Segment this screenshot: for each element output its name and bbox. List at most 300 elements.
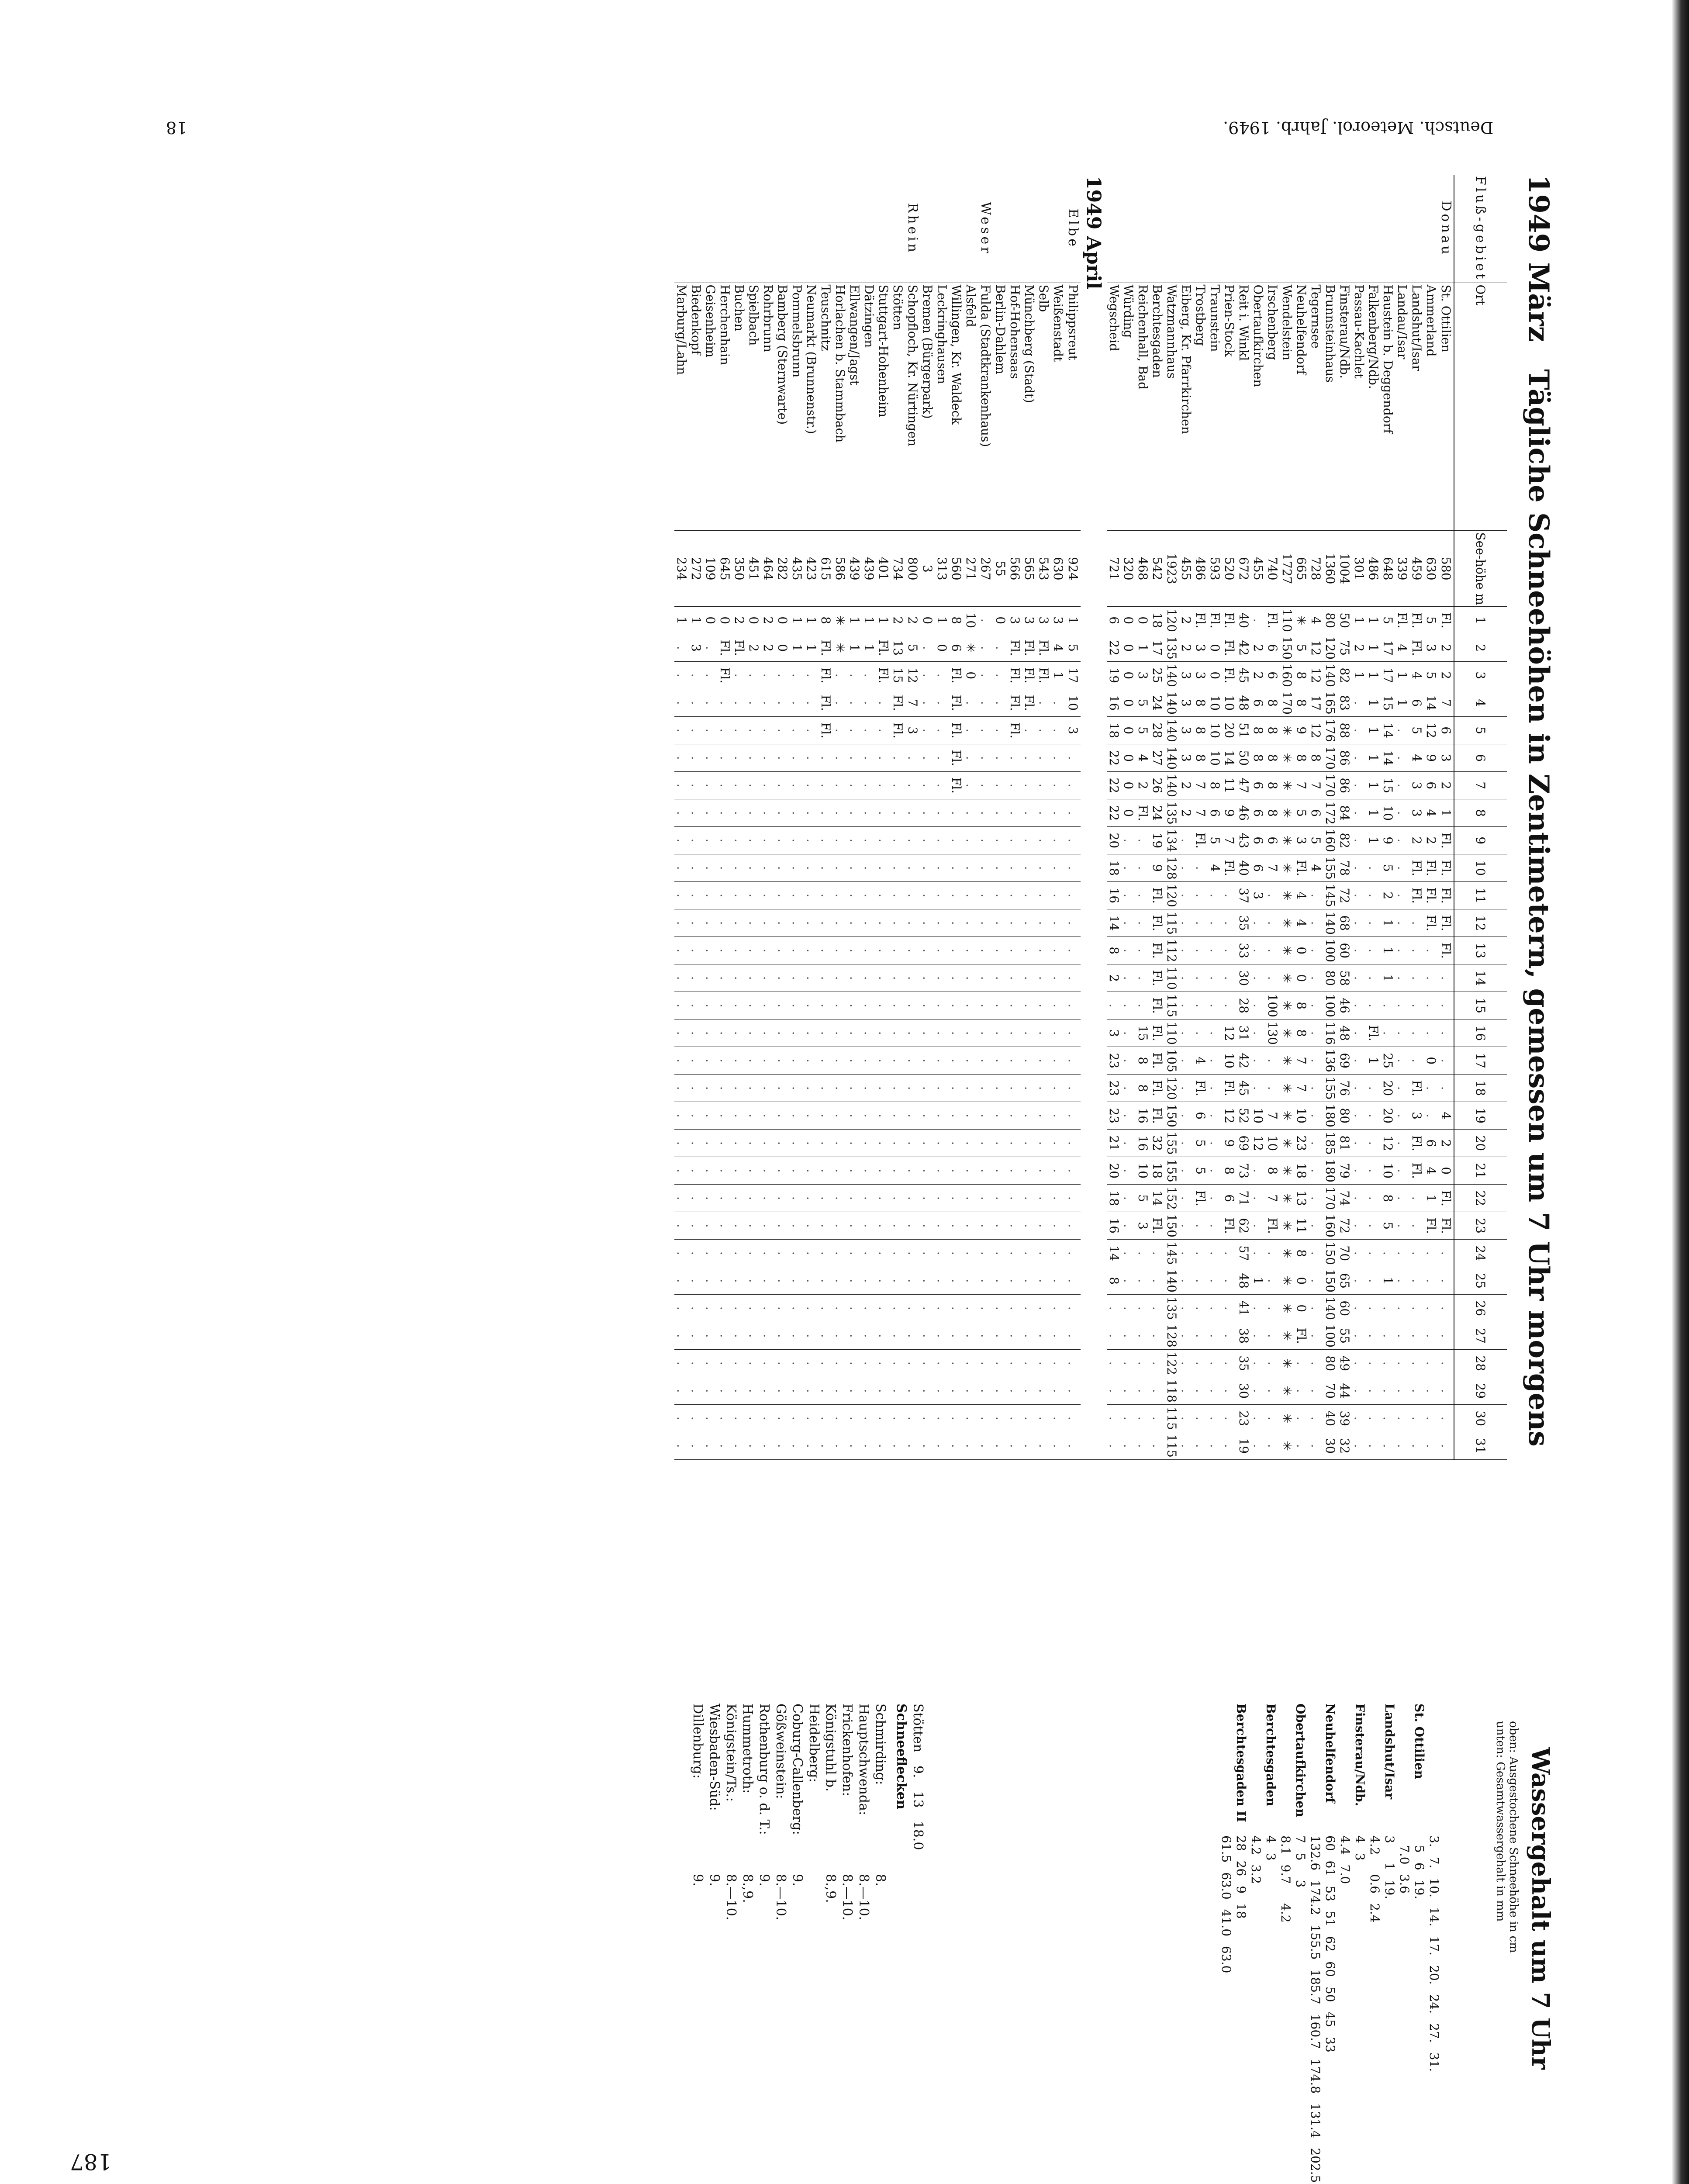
day-value-cell: . xyxy=(1352,717,1366,744)
day-value-cell: . xyxy=(833,1350,847,1377)
day-value-cell: . xyxy=(761,689,775,717)
day-value-cell: . xyxy=(1251,1240,1265,1267)
day-value-cell: . xyxy=(703,1350,718,1377)
day-value-cell: . xyxy=(833,882,847,909)
day-value-cell: . xyxy=(949,1130,964,1157)
day-value-cell: . xyxy=(819,1047,833,1075)
day-value-cell: . xyxy=(1179,1130,1193,1157)
day-value-cell: . xyxy=(920,1102,935,1130)
day-value-cell: . xyxy=(1008,799,1022,827)
day-value-cell: . xyxy=(761,1185,775,1212)
day-value-cell: . xyxy=(1051,1432,1065,1460)
day-value-cell: 100 xyxy=(1323,992,1337,1019)
day-value-cell: . xyxy=(993,1047,1008,1075)
day-value-cell: . xyxy=(1022,1267,1036,1295)
river-cell xyxy=(775,175,790,283)
day-value-cell: . xyxy=(1008,1432,1022,1460)
day-value-cell: . xyxy=(964,882,978,909)
day-value-cell: Fl. xyxy=(1008,634,1022,662)
day-value-cell: 160 xyxy=(1323,1212,1337,1240)
day-value-cell: . xyxy=(804,1185,819,1212)
day-value-cell: . xyxy=(876,1295,891,1322)
day-value-cell: ✳ xyxy=(1280,909,1294,937)
day-value-cell: . xyxy=(1409,937,1424,964)
day-value-cell: . xyxy=(1051,1322,1065,1350)
snowspot-name: Hauptschwenda: xyxy=(856,1704,871,1816)
day-header: 21 xyxy=(1454,1157,1507,1185)
day-value-cell: . xyxy=(949,1350,964,1377)
day-value-cell: . xyxy=(1008,1047,1022,1075)
day-value-cell: 23 xyxy=(1294,1130,1309,1157)
day-value-cell: . xyxy=(1136,937,1150,964)
river-cell xyxy=(920,175,935,283)
day-value-cell: . xyxy=(949,1240,964,1267)
day-value-cell: Fl. xyxy=(1150,1019,1164,1047)
day-value-cell: . xyxy=(876,1185,891,1212)
day-value-cell: . xyxy=(1107,1295,1121,1322)
day-value-cell: . xyxy=(689,1157,703,1185)
day-value-cell: 10 xyxy=(1265,1130,1280,1157)
day-value-cell: 1 xyxy=(862,607,876,634)
day-value-cell: . xyxy=(847,1267,862,1295)
place-cell: Biedenkopf xyxy=(689,283,703,531)
day-header: 13 xyxy=(1454,937,1507,964)
table-row xyxy=(978,175,993,1460)
day-value-cell: . xyxy=(1150,1240,1164,1267)
day-value-cell: . xyxy=(876,1350,891,1377)
day-value-cell: . xyxy=(1022,964,1036,992)
day-value-cell: . xyxy=(1222,882,1237,909)
river-cell xyxy=(1265,175,1280,283)
water-value: 53 xyxy=(1323,1886,1337,1901)
day-value-cell: . xyxy=(905,1019,920,1047)
day-value-cell: . xyxy=(1051,1019,1065,1047)
snowspot-row xyxy=(789,1704,805,1920)
day-value-cell: . xyxy=(703,634,718,662)
day-value-cell: . xyxy=(732,1350,746,1377)
day-value-cell: 75 xyxy=(1337,634,1352,662)
altitude-cell: 630 xyxy=(1424,531,1438,607)
river-cell xyxy=(1051,175,1065,283)
day-value-cell: . xyxy=(1395,772,1409,799)
day-value-cell: . xyxy=(674,1157,689,1185)
day-value-cell: 80 xyxy=(1323,607,1337,634)
day-value-cell: . xyxy=(1265,1267,1280,1295)
day-value-cell: 3 xyxy=(1193,662,1208,689)
day-value-cell: . xyxy=(689,909,703,937)
day-value-cell: 18 xyxy=(1107,854,1121,882)
river-cell xyxy=(1036,175,1051,283)
river-cell: Weser xyxy=(978,175,993,283)
day-value-cell: . xyxy=(746,1377,761,1405)
day-value-cell: . xyxy=(1395,1377,1409,1405)
place-cell: Ammerland xyxy=(1424,283,1438,531)
day-value-cell: . xyxy=(935,964,949,992)
day-value-cell: . xyxy=(1352,1295,1366,1322)
day-value-cell: . xyxy=(1424,937,1438,964)
day-value-cell: 14 xyxy=(1381,744,1395,772)
water-value: 26 xyxy=(1234,1860,1248,1876)
day-value-cell: . xyxy=(1051,1350,1065,1377)
day-value-cell: . xyxy=(1107,1350,1121,1377)
day-value-cell: . xyxy=(1265,964,1280,992)
place-cell: Neuhelfendorf xyxy=(1294,283,1309,531)
day-value-cell: . xyxy=(833,827,847,854)
day-value-cell: 145 xyxy=(1164,1240,1179,1267)
water-station-name: Neuhelfendorf xyxy=(1323,1704,1337,1803)
day-value-cell: . xyxy=(920,909,935,937)
day-value-cell: . xyxy=(703,1019,718,1047)
water-row xyxy=(1382,1704,1397,2184)
day-value-cell: 43 xyxy=(1237,827,1251,854)
day-value-cell: . xyxy=(1251,1019,1265,1047)
day-value-cell: 48 xyxy=(1237,689,1251,717)
day-value-cell: . xyxy=(993,854,1008,882)
day-value-cell: 8 xyxy=(1265,689,1280,717)
day-value-cell: . xyxy=(876,689,891,717)
day-value-cell: 0 xyxy=(1294,964,1309,992)
day-value-cell: . xyxy=(804,827,819,854)
day-value-cell: 30 xyxy=(1237,1377,1251,1405)
snowspot-dates: 9. xyxy=(707,1874,722,1887)
day-value-cell: 180 xyxy=(1323,1157,1337,1185)
day-value-cell: Fl. xyxy=(1193,827,1208,854)
day-value-cell: . xyxy=(978,854,993,882)
day-value-cell: . xyxy=(1366,882,1381,909)
day-value-cell: 8 xyxy=(819,607,833,634)
day-value-cell: . xyxy=(746,744,761,772)
day-value-cell: . xyxy=(876,1130,891,1157)
day-value-cell: . xyxy=(978,1212,993,1240)
day-value-cell: . xyxy=(1051,1212,1065,1240)
place-cell: Marburg/Lahn xyxy=(674,283,689,531)
day-value-cell: 0 xyxy=(1121,772,1136,799)
day-value-cell: . xyxy=(1136,1432,1150,1460)
day-value-cell: 8 xyxy=(1294,992,1309,1019)
day-value-cell: . xyxy=(790,1102,804,1130)
day-value-cell: . xyxy=(935,882,949,909)
day-value-cell: . xyxy=(689,1295,703,1322)
day-value-cell: 180 xyxy=(1323,1102,1337,1130)
water-row xyxy=(1233,1704,1248,2184)
day-value-cell: 1 xyxy=(1366,744,1381,772)
day-value-cell: . xyxy=(891,1047,905,1075)
water-value: 45 xyxy=(1323,2011,1337,2028)
table-row xyxy=(703,175,718,1460)
day-value-cell: . xyxy=(905,854,920,882)
water-title: Wassergehalt um 7 Uhr xyxy=(1526,1747,1555,2070)
day-value-cell: . xyxy=(1008,1322,1022,1350)
day-value-cell: . xyxy=(847,799,862,827)
water-day: 24. xyxy=(1427,1994,1441,2014)
day-value-cell: . xyxy=(1193,1432,1208,1460)
day-value-cell: 25 xyxy=(1150,662,1164,689)
day-value-cell: . xyxy=(847,1432,862,1460)
day-value-cell: . xyxy=(1395,909,1409,937)
altitude-cell: 451 xyxy=(746,531,761,607)
day-value-cell: 24 xyxy=(1150,799,1164,827)
water-day: 3. xyxy=(1427,1835,1441,1847)
day-value-cell: 2 xyxy=(1179,607,1193,634)
day-header: 20 xyxy=(1454,1130,1507,1157)
table-row xyxy=(833,175,847,1460)
day-value-cell: Fl. xyxy=(1424,909,1438,937)
snowspot-dates: 8.,9. xyxy=(823,1874,838,1903)
day-value-cell: . xyxy=(1352,1047,1366,1075)
day-value-cell: . xyxy=(1179,854,1193,882)
day-value-cell: 0 xyxy=(1438,1157,1454,1185)
place-cell: Pommelsbrunn xyxy=(790,283,804,531)
day-value-cell: . xyxy=(775,1075,790,1102)
day-value-cell: ✳ xyxy=(1280,882,1294,909)
day-value-cell: . xyxy=(718,1185,732,1212)
day-value-cell: 16 xyxy=(1107,1212,1121,1240)
day-header: 7 xyxy=(1454,772,1507,799)
place-cell: Prien-Stock xyxy=(1222,283,1237,531)
day-value-cell: . xyxy=(1036,827,1051,854)
day-value-cell: . xyxy=(1065,1047,1081,1075)
river-cell xyxy=(790,175,804,283)
day-value-cell: . xyxy=(1251,992,1265,1019)
day-value-cell: . xyxy=(862,772,876,799)
day-value-cell: . xyxy=(949,992,964,1019)
river-cell xyxy=(862,175,876,283)
day-value-cell: . xyxy=(1036,1019,1051,1047)
day-value-cell: Fl. xyxy=(1409,607,1424,634)
day-value-cell: . xyxy=(689,1350,703,1377)
day-value-cell: . xyxy=(1265,1405,1280,1432)
table-row xyxy=(1150,175,1164,1460)
day-value-cell: . xyxy=(920,1212,935,1240)
day-value-cell: . xyxy=(920,689,935,717)
day-value-cell: . xyxy=(862,854,876,882)
day-value-cell: . xyxy=(833,1240,847,1267)
day-value-cell: . xyxy=(1251,1432,1265,1460)
day-value-cell: 4 xyxy=(1409,744,1424,772)
day-value-cell: . xyxy=(978,689,993,717)
day-value-cell: . xyxy=(1036,1047,1051,1075)
day-value-cell: 16 xyxy=(1107,689,1121,717)
day-value-cell: . xyxy=(1121,827,1136,854)
day-value-cell: . xyxy=(949,1405,964,1432)
place-cell: Weißenstadt xyxy=(1051,283,1065,531)
day-value-cell: 49 xyxy=(1337,1350,1352,1377)
day-value-cell: . xyxy=(1395,964,1409,992)
day-value-cell: . xyxy=(862,1019,876,1047)
day-value-cell: . xyxy=(819,992,833,1019)
day-value-cell: 8 xyxy=(1193,744,1208,772)
day-value-cell: . xyxy=(1395,1157,1409,1185)
day-value-cell: . xyxy=(1265,1075,1280,1102)
day-value-cell: . xyxy=(1008,827,1022,854)
day-value-cell: . xyxy=(1366,1377,1381,1405)
day-value-cell: 76 xyxy=(1337,1075,1352,1102)
day-value-cell: . xyxy=(1179,1102,1193,1130)
day-value-cell: 70 xyxy=(1337,1240,1352,1267)
day-value-cell: . xyxy=(761,662,775,689)
day-value-cell: . xyxy=(703,1240,718,1267)
day-value-cell: . xyxy=(993,992,1008,1019)
day-value-cell: . xyxy=(674,1212,689,1240)
snowspot-name: Frickenhofen: xyxy=(839,1704,855,1797)
day-value-cell: . xyxy=(718,799,732,827)
water-value: 202.5 xyxy=(1308,2148,1323,2183)
day-value-cell: . xyxy=(804,1295,819,1322)
place-cell: Horlachen b. Stammbach xyxy=(833,283,847,531)
day-value-cell: 15 xyxy=(1381,772,1395,799)
day-value-cell: . xyxy=(935,909,949,937)
day-value-cell: . xyxy=(1395,937,1409,964)
river-cell xyxy=(1294,175,1309,283)
day-value-cell: . xyxy=(1179,1157,1193,1185)
river-cell xyxy=(732,175,746,283)
day-value-cell: Fl. xyxy=(1036,662,1051,689)
day-value-cell: . xyxy=(746,909,761,937)
river-cell xyxy=(1022,175,1036,283)
water-value: 63.0 xyxy=(1219,1946,1233,1973)
day-value-cell: . xyxy=(949,1295,964,1322)
day-value-cell: 1 xyxy=(790,607,804,634)
day-value-cell: Fl. xyxy=(1424,854,1438,882)
day-value-cell: . xyxy=(978,717,993,744)
day-value-cell: 0 xyxy=(935,634,949,662)
day-value-cell: 41 xyxy=(1237,1295,1251,1322)
day-value-cell: 122 xyxy=(1164,1350,1179,1377)
day-value-cell: Fl. xyxy=(1193,1185,1208,1212)
altitude-cell: 560 xyxy=(949,531,964,607)
day-value-cell: 14 xyxy=(1381,717,1395,744)
day-value-cell: . xyxy=(862,1267,876,1295)
day-value-cell: . xyxy=(790,717,804,744)
day-value-cell: . xyxy=(876,1212,891,1240)
day-value-cell: . xyxy=(1409,1377,1424,1405)
day-value-cell: . xyxy=(1381,1019,1395,1047)
day-value-cell: ✳ xyxy=(1280,799,1294,827)
day-value-cell: . xyxy=(1065,827,1081,854)
day-value-cell: . xyxy=(1121,909,1136,937)
day-value-cell: . xyxy=(1438,1295,1454,1322)
river-cell xyxy=(1280,175,1294,283)
day-value-cell: . xyxy=(689,1019,703,1047)
day-value-cell: . xyxy=(1179,1075,1193,1102)
day-value-cell: Fl. xyxy=(949,662,964,689)
day-value-cell: 50 xyxy=(1337,607,1352,634)
day-value-cell: . xyxy=(703,909,718,937)
day-value-cell: Fl. xyxy=(1150,964,1164,992)
place-cell: Brunnsteinhaus xyxy=(1323,283,1337,531)
day-value-cell: ✳ xyxy=(1280,1102,1294,1130)
day-value-cell: . xyxy=(920,882,935,909)
day-value-cell: 1 xyxy=(1366,662,1381,689)
day-value-cell: . xyxy=(833,772,847,799)
day-value-cell: . xyxy=(1022,854,1036,882)
day-value-cell: 8 xyxy=(1208,772,1222,799)
day-value-cell: . xyxy=(790,1185,804,1212)
water-station-name xyxy=(1248,1704,1263,1826)
day-value-cell: . xyxy=(1121,1102,1136,1130)
day-value-cell: . xyxy=(1366,1185,1381,1212)
day-value-cell: . xyxy=(891,1019,905,1047)
day-value-cell: . xyxy=(1051,744,1065,772)
day-value-cell: . xyxy=(1051,1295,1065,1322)
water-value: 19. xyxy=(1412,1880,1426,1900)
day-value-cell: . xyxy=(1395,1212,1409,1240)
day-value-cell: 2 xyxy=(1107,964,1121,992)
running-head: Deutsch. Meteorol. Jahrb. 1949. xyxy=(1223,118,1494,137)
day-value-cell: . xyxy=(978,1377,993,1405)
day-value-cell: . xyxy=(732,854,746,882)
day-value-cell: 6 xyxy=(1208,799,1222,827)
day-value-cell: . xyxy=(1193,1377,1208,1405)
day-value-cell: . xyxy=(1395,1295,1409,1322)
day-value-cell: . xyxy=(949,1212,964,1240)
day-value-cell: . xyxy=(1208,882,1222,909)
day-value-cell: 2 xyxy=(746,634,761,662)
river-cell: Donau xyxy=(1438,175,1454,283)
day-value-cell: . xyxy=(978,662,993,689)
day-value-cell: Fl. xyxy=(1438,1212,1454,1240)
day-header: 11 xyxy=(1454,882,1507,909)
day-value-cell: . xyxy=(1065,1267,1081,1295)
day-value-cell: . xyxy=(775,799,790,827)
day-value-cell: 39 xyxy=(1337,1405,1352,1432)
place-cell: Buchen xyxy=(732,283,746,531)
day-value-cell: . xyxy=(935,1322,949,1350)
day-value-cell: . xyxy=(819,964,833,992)
day-value-cell: . xyxy=(1136,1267,1150,1295)
day-value-cell: . xyxy=(833,1130,847,1157)
day-value-cell: 12 xyxy=(1424,717,1438,744)
day-value-cell: 145 xyxy=(1323,882,1337,909)
day-value-cell: . xyxy=(1309,1212,1323,1240)
day-value-cell: . xyxy=(1352,992,1366,1019)
day-value-cell: . xyxy=(1208,1075,1222,1102)
day-value-cell: . xyxy=(862,992,876,1019)
day-value-cell: 33 xyxy=(1237,937,1251,964)
day-value-cell: . xyxy=(674,799,689,827)
day-value-cell: 1 xyxy=(1366,689,1381,717)
day-value-cell: . xyxy=(1222,1322,1237,1350)
day-value-cell: . xyxy=(935,1405,949,1432)
day-value-cell: . xyxy=(1366,1267,1381,1295)
day-value-cell: . xyxy=(1022,1240,1036,1267)
day-value-cell: . xyxy=(1251,1212,1265,1240)
day-value-cell: 2 xyxy=(1179,799,1193,827)
day-value-cell: . xyxy=(732,1322,746,1350)
day-value-cell: 170 xyxy=(1323,772,1337,799)
day-value-cell: . xyxy=(790,1240,804,1267)
day-value-cell: . xyxy=(978,1019,993,1047)
day-value-cell: 23 xyxy=(1237,1405,1251,1432)
day-value-cell: . xyxy=(1352,1157,1366,1185)
day-value-cell: 1 xyxy=(804,634,819,662)
day-value-cell: 69 xyxy=(1337,1047,1352,1075)
day-value-cell: . xyxy=(1051,1157,1065,1185)
day-value-cell: . xyxy=(689,964,703,992)
river-cell xyxy=(1107,175,1121,283)
day-value-cell: . xyxy=(1309,964,1323,992)
day-value-cell: . xyxy=(718,1240,732,1267)
table-row xyxy=(1208,175,1222,1460)
day-value-cell: . xyxy=(1251,1350,1265,1377)
day-value-cell: . xyxy=(920,772,935,799)
day-value-cell: 4 xyxy=(1424,1157,1438,1185)
day-value-cell: . xyxy=(1008,1295,1022,1322)
day-value-cell: . xyxy=(891,1102,905,1130)
day-value-cell: . xyxy=(905,1322,920,1350)
day-value-cell: . xyxy=(1208,1157,1222,1185)
table-row xyxy=(1036,175,1051,1460)
